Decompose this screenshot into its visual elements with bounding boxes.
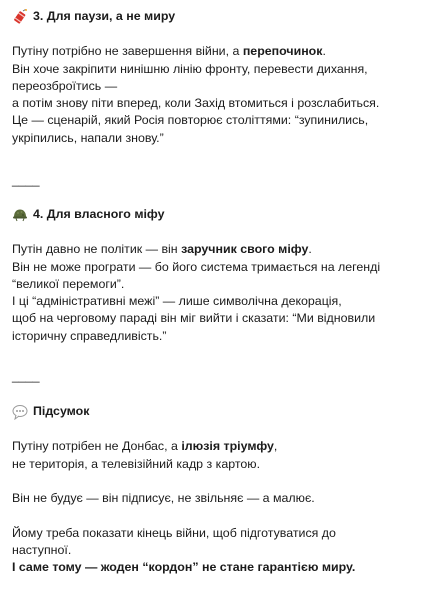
firecracker-icon: [12, 9, 28, 25]
text-line: Путін давно не політик — він заручник свого міфу.: [12, 242, 312, 257]
section-paragraph: [12, 43, 423, 147]
text-line: не територія, а телевізійний кадр з картою.: [12, 456, 261, 471]
text-line: переозброїтись —: [12, 78, 118, 93]
text-line: щоб на черговому параді він міг вийти і сказати: “Ми відновили: [12, 311, 376, 326]
separator: ____: [12, 369, 40, 383]
section-heading-text: 3. Для паузи, а не миру: [33, 9, 176, 23]
separator: ____: [12, 173, 40, 187]
military-helmet-icon: [12, 207, 28, 223]
section-pause: [12, 8, 423, 147]
text-line: Путіну потрібен не Донбас, а ілюзія тріумфу,: [12, 439, 278, 454]
text-line: І саме тому — жоден “кордон” не стане гарантією миру.: [12, 560, 356, 575]
section-heading-text: 4. Для власного міфу: [33, 207, 165, 221]
text-line: наступної.: [12, 543, 72, 558]
section-paragraph: [12, 438, 423, 576]
blank-line: [12, 507, 423, 524]
text-line: Він хоче закріпити нинішню лінію фронту, перевести дихання,: [12, 61, 368, 76]
text-line: І ці “адміністративні межі” — лише символічна декорація,: [12, 294, 342, 309]
text-line: Він не будує — він підписує, не звільняє — а малює.: [12, 491, 315, 506]
text-line: історичну справедливість.”: [12, 328, 167, 343]
text-line: а потім знову піти вперед, коли Захід втомиться і розслабиться.: [12, 96, 380, 111]
section-heading: [12, 403, 423, 420]
text-line: Йому треба показати кінець війни, щоб підготуватися до: [12, 525, 336, 540]
section-heading-text: Підсумок: [33, 404, 90, 418]
text-line: укріпились, напали знову.”: [12, 130, 164, 145]
blank-line: [12, 473, 423, 490]
text-line: Це — сценарій, який Росія повторює століттями: “зупинились,: [12, 113, 369, 128]
text-line: Він не може програти — бо його система тримається на легенді: [12, 259, 381, 274]
speech-bubble-icon: [12, 404, 28, 420]
section-summary: [12, 403, 423, 577]
section-heading: [12, 8, 423, 25]
section-myth: [12, 206, 423, 345]
section-heading: [12, 206, 423, 223]
text-line: Путіну потрібно не завершення війни, а перепочинок.: [12, 44, 326, 59]
section-paragraph: [12, 241, 423, 345]
text-line: “великої перемоги”.: [12, 276, 125, 291]
